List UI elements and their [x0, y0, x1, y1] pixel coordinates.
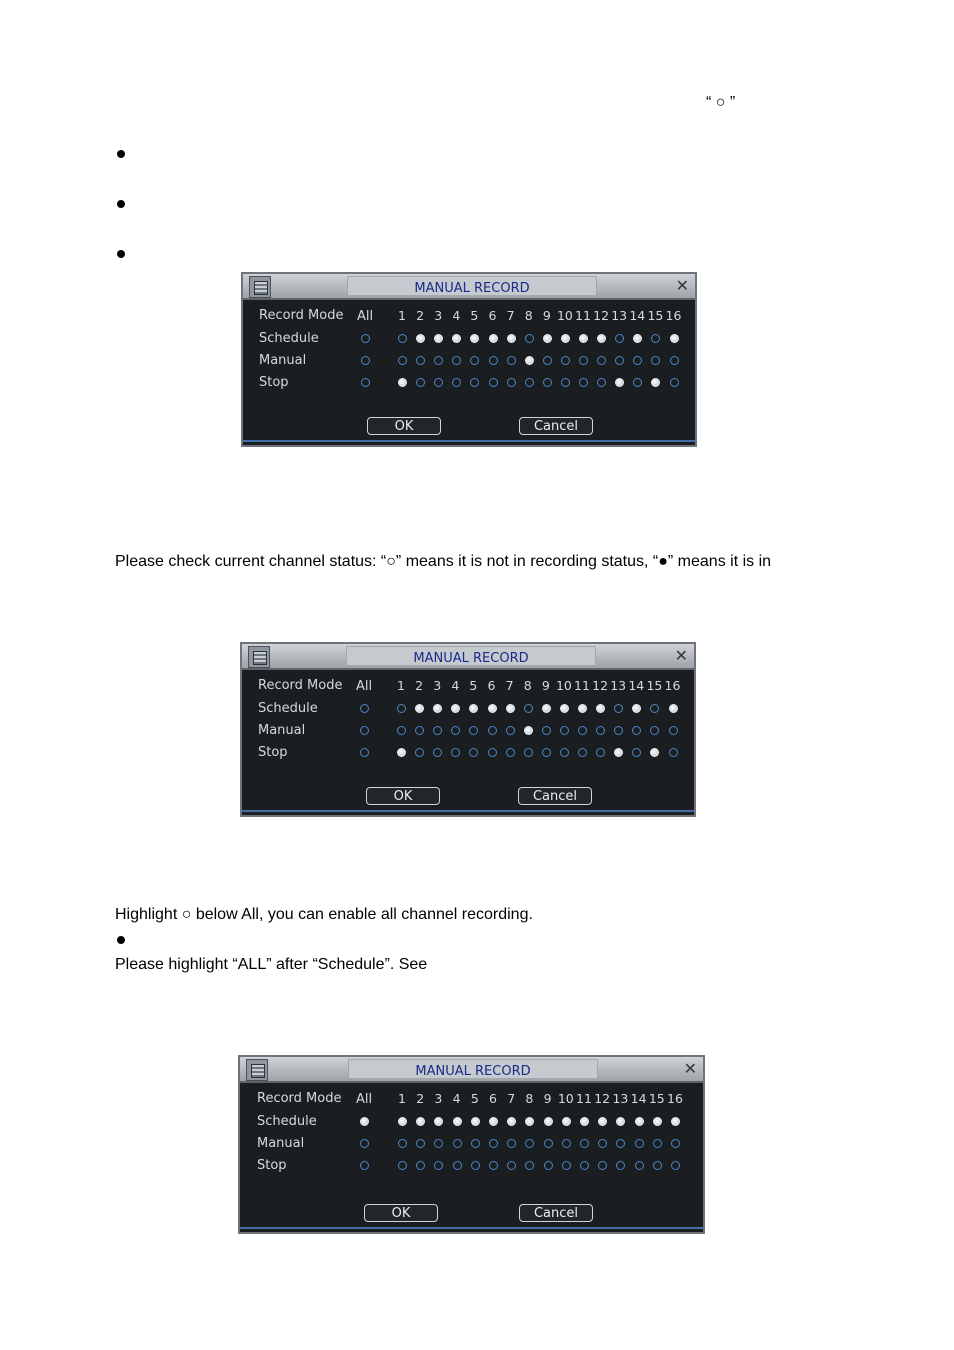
- schedule-all-radio[interactable]: [360, 704, 369, 713]
- channel-number-10: 10: [556, 308, 573, 323]
- stop-channel-5-radio[interactable]: [471, 1161, 480, 1170]
- highlight-schedule-paragraph: Please highlight “ALL” after “Schedule”. See: [115, 956, 428, 973]
- stop-channel-11-radio[interactable]: [580, 1161, 589, 1170]
- schedule-channel-5-radio[interactable]: [469, 704, 478, 713]
- stop-channel-12-radio[interactable]: [597, 378, 606, 387]
- channel-number-3: 3: [433, 678, 442, 693]
- schedule-channel-12-radio[interactable]: [598, 1117, 607, 1126]
- stop-channel-15-radio[interactable]: [651, 378, 660, 387]
- manual-channel-13-radio[interactable]: [616, 1139, 625, 1148]
- schedule-channel-3-radio[interactable]: [433, 704, 442, 713]
- stop-channel-1-radio[interactable]: [398, 378, 407, 387]
- schedule-channel-4-radio[interactable]: [453, 1117, 462, 1126]
- stop-channel-8-radio[interactable]: [525, 378, 534, 387]
- manual-channel-10-radio[interactable]: [562, 1139, 571, 1148]
- bottom-border-line: [243, 440, 695, 442]
- schedule-channel-6-radio[interactable]: [489, 334, 498, 343]
- manual-channel-7-radio[interactable]: [506, 726, 515, 735]
- channel-number-12: 12: [594, 1091, 611, 1106]
- manual-all-radio[interactable]: [360, 726, 369, 735]
- close-icon[interactable]: ✕: [674, 646, 688, 665]
- manual-channel-14-radio[interactable]: [632, 726, 641, 735]
- cancel-button[interactable]: Cancel: [519, 1204, 593, 1222]
- channel-number-7: 7: [505, 678, 514, 693]
- schedule-channel-16-radio[interactable]: [670, 334, 679, 343]
- stop-channel-2-radio[interactable]: [415, 748, 424, 757]
- stop-channel-3-radio[interactable]: [433, 748, 442, 757]
- all-column-header: All: [355, 1092, 373, 1107]
- stop-channel-1-radio[interactable]: [398, 1161, 407, 1170]
- manual-channel-14-radio[interactable]: [635, 1139, 644, 1148]
- record-mode-header: Record Mode: [258, 678, 343, 693]
- stop-channel-10-radio[interactable]: [561, 378, 570, 387]
- stop-channel-13-radio[interactable]: [614, 748, 623, 757]
- channel-number-4: 4: [452, 308, 461, 323]
- channel-number-2: 2: [416, 1091, 425, 1106]
- channel-number-8: 8: [524, 308, 533, 323]
- manual-channel-14-radio[interactable]: [633, 356, 642, 365]
- stop-channel-14-radio[interactable]: [635, 1161, 644, 1170]
- manual-channel-7-radio[interactable]: [507, 356, 516, 365]
- manual-channel-11-radio[interactable]: [579, 356, 588, 365]
- schedule-channel-5-radio[interactable]: [471, 1117, 480, 1126]
- manual-channel-5-radio[interactable]: [469, 726, 478, 735]
- ok-button[interactable]: OK: [364, 1204, 438, 1222]
- channel-number-8: 8: [523, 678, 532, 693]
- channel-number-16: 16: [664, 678, 681, 693]
- stop-channel-12-radio[interactable]: [598, 1161, 607, 1170]
- stop-channel-6-radio[interactable]: [489, 378, 498, 387]
- manual-channel-6-radio[interactable]: [488, 726, 497, 735]
- stop-all-radio[interactable]: [361, 378, 370, 387]
- schedule-channel-9-radio[interactable]: [543, 334, 552, 343]
- schedule-channel-14-radio[interactable]: [633, 334, 642, 343]
- channel-number-12: 12: [593, 308, 610, 323]
- bullet-4: [117, 936, 125, 944]
- stop-channel-11-radio[interactable]: [578, 748, 587, 757]
- schedule-channel-4-radio[interactable]: [451, 704, 460, 713]
- stop-channel-14-radio[interactable]: [632, 748, 641, 757]
- schedule-channel-11-radio[interactable]: [580, 1117, 589, 1126]
- channel-number-13: 13: [610, 678, 627, 693]
- manual-channel-3-radio[interactable]: [434, 356, 443, 365]
- schedule-channel-9-radio[interactable]: [542, 704, 551, 713]
- manual-channel-9-radio[interactable]: [542, 726, 551, 735]
- schedule-channel-8-radio[interactable]: [525, 334, 534, 343]
- channel-number-5: 5: [470, 1091, 479, 1106]
- channel-number-2: 2: [416, 308, 425, 323]
- manual-channel-12-radio[interactable]: [596, 726, 605, 735]
- manual-channel-4-radio[interactable]: [451, 726, 460, 735]
- schedule-channel-16-radio[interactable]: [669, 704, 678, 713]
- schedule-channel-13-radio[interactable]: [616, 1117, 625, 1126]
- schedule-channel-1-radio[interactable]: [397, 704, 406, 713]
- bottom-border-line: [242, 810, 694, 812]
- channel-number-11: 11: [576, 1091, 592, 1106]
- channel-number-1: 1: [397, 678, 405, 693]
- manual-channel-10-radio[interactable]: [561, 356, 570, 365]
- schedule-channel-13-radio[interactable]: [615, 334, 624, 343]
- manual-channel-15-radio[interactable]: [650, 726, 659, 735]
- schedule-channel-3-radio[interactable]: [434, 334, 443, 343]
- quote-circle-symbol: “ ○ ”: [706, 94, 736, 111]
- stop-channel-7-radio[interactable]: [507, 1161, 516, 1170]
- schedule-channel-14-radio[interactable]: [632, 704, 641, 713]
- manual-channel-13-radio[interactable]: [614, 726, 623, 735]
- record-app-icon: [249, 276, 271, 298]
- stop-channel-11-radio[interactable]: [579, 378, 588, 387]
- stop-channel-7-radio[interactable]: [507, 378, 516, 387]
- schedule-all-radio[interactable]: [360, 1117, 369, 1126]
- manual-channel-12-radio[interactable]: [598, 1139, 607, 1148]
- schedule-channel-10-radio[interactable]: [560, 704, 569, 713]
- channel-number-11: 11: [574, 678, 590, 693]
- row-label-schedule: Schedule: [258, 701, 318, 716]
- title-strip: [348, 1059, 598, 1079]
- schedule-channel-11-radio[interactable]: [579, 334, 588, 343]
- channel-number-3: 3: [434, 308, 443, 323]
- schedule-channel-2-radio[interactable]: [416, 1117, 425, 1126]
- schedule-channel-12-radio[interactable]: [596, 704, 605, 713]
- channel-number-10: 10: [555, 678, 572, 693]
- ok-button[interactable]: OK: [366, 787, 440, 805]
- manual-channel-3-radio[interactable]: [434, 1139, 443, 1148]
- channel-number-7: 7: [507, 1091, 516, 1106]
- schedule-channel-7-radio[interactable]: [507, 334, 516, 343]
- stop-channel-13-radio[interactable]: [615, 378, 624, 387]
- schedule-channel-3-radio[interactable]: [434, 1117, 443, 1126]
- channel-number-1: 1: [398, 308, 406, 323]
- manual-channel-16-radio[interactable]: [669, 726, 678, 735]
- stop-channel-2-radio[interactable]: [416, 1161, 425, 1170]
- row-label-manual: Manual: [259, 353, 307, 368]
- manual-channel-16-radio[interactable]: [671, 1139, 680, 1148]
- channel-number-14: 14: [628, 678, 645, 693]
- stop-channel-13-radio[interactable]: [616, 1161, 625, 1170]
- manual-record-dialog-1: [241, 272, 697, 447]
- stop-channel-2-radio[interactable]: [416, 378, 425, 387]
- channel-number-2: 2: [415, 678, 424, 693]
- stop-channel-10-radio[interactable]: [560, 748, 569, 757]
- stop-channel-5-radio[interactable]: [469, 748, 478, 757]
- manual-channel-15-radio[interactable]: [653, 1139, 662, 1148]
- dialog-title: MANUAL RECORD: [415, 1064, 531, 1079]
- manual-channel-13-radio[interactable]: [615, 356, 624, 365]
- channel-number-3: 3: [434, 1091, 443, 1106]
- channel-number-14: 14: [630, 1091, 647, 1106]
- stop-all-radio[interactable]: [360, 1161, 369, 1170]
- stop-channel-14-radio[interactable]: [633, 378, 642, 387]
- schedule-all-radio[interactable]: [361, 334, 370, 343]
- schedule-channel-9-radio[interactable]: [544, 1117, 553, 1126]
- channel-number-13: 13: [612, 1091, 629, 1106]
- manual-all-radio[interactable]: [360, 1139, 369, 1148]
- schedule-channel-2-radio[interactable]: [416, 334, 425, 343]
- manual-channel-10-radio[interactable]: [560, 726, 569, 735]
- schedule-channel-11-radio[interactable]: [578, 704, 587, 713]
- channel-number-16: 16: [667, 1091, 683, 1106]
- title-bar: [243, 274, 695, 300]
- channel-number-15: 15: [646, 678, 663, 693]
- stop-channel-4-radio[interactable]: [452, 378, 461, 387]
- row-label-stop: Stop: [257, 1158, 287, 1173]
- stop-channel-15-radio[interactable]: [653, 1161, 662, 1170]
- highlight-all-paragraph: Highlight ○ below All, you can enable all channel recording.: [115, 906, 533, 923]
- schedule-channel-8-radio[interactable]: [524, 704, 533, 713]
- channel-number-16: 16: [665, 308, 682, 323]
- bottom-border-line: [240, 1227, 703, 1229]
- cancel-button[interactable]: Cancel: [519, 417, 593, 435]
- channel-number-9: 9: [541, 678, 550, 693]
- stop-channel-12-radio[interactable]: [596, 748, 605, 757]
- channel-number-5: 5: [470, 308, 479, 323]
- manual-channel-6-radio[interactable]: [489, 356, 498, 365]
- stop-all-radio[interactable]: [360, 748, 369, 757]
- manual-record-dialog-3: [238, 1055, 705, 1234]
- channel-number-6: 6: [487, 678, 496, 693]
- manual-channel-5-radio[interactable]: [470, 356, 479, 365]
- ok-button[interactable]: OK: [367, 417, 441, 435]
- schedule-channel-15-radio[interactable]: [651, 334, 660, 343]
- title-strip: [347, 276, 597, 296]
- channel-number-4: 4: [451, 678, 460, 693]
- manual-channel-9-radio[interactable]: [544, 1139, 553, 1148]
- manual-channel-2-radio[interactable]: [415, 726, 424, 735]
- channel-number-4: 4: [452, 1091, 461, 1106]
- manual-all-radio[interactable]: [361, 356, 370, 365]
- manual-channel-11-radio[interactable]: [578, 726, 587, 735]
- schedule-channel-7-radio[interactable]: [507, 1117, 516, 1126]
- manual-channel-2-radio[interactable]: [416, 356, 425, 365]
- schedule-channel-1-radio[interactable]: [398, 1117, 407, 1126]
- schedule-channel-8-radio[interactable]: [525, 1117, 534, 1126]
- manual-channel-5-radio[interactable]: [471, 1139, 480, 1148]
- stop-channel-1-radio[interactable]: [397, 748, 406, 757]
- close-icon[interactable]: ✕: [683, 1059, 697, 1078]
- record-mode-header: Record Mode: [259, 308, 344, 323]
- channel-number-11: 11: [575, 308, 591, 323]
- title-bar: [240, 1057, 703, 1083]
- row-label-schedule: Schedule: [259, 331, 319, 346]
- title-strip: [346, 646, 596, 666]
- all-column-header: All: [356, 309, 374, 324]
- channel-number-6: 6: [488, 308, 497, 323]
- manual-channel-16-radio[interactable]: [670, 356, 679, 365]
- channel-number-7: 7: [506, 308, 515, 323]
- stop-channel-16-radio[interactable]: [669, 748, 678, 757]
- stop-channel-8-radio[interactable]: [525, 1161, 534, 1170]
- channel-number-6: 6: [489, 1091, 497, 1106]
- manual-channel-8-radio[interactable]: [525, 1139, 534, 1148]
- schedule-channel-14-radio[interactable]: [635, 1117, 644, 1126]
- record-app-icon: [248, 646, 270, 668]
- channel-number-9: 9: [543, 1091, 552, 1106]
- stop-channel-9-radio[interactable]: [542, 748, 551, 757]
- schedule-channel-15-radio[interactable]: [653, 1117, 662, 1126]
- stop-channel-16-radio[interactable]: [671, 1161, 680, 1170]
- manual-channel-11-radio[interactable]: [580, 1139, 589, 1148]
- stop-channel-3-radio[interactable]: [434, 1161, 443, 1170]
- record-mode-header: Record Mode: [257, 1091, 342, 1106]
- manual-channel-12-radio[interactable]: [597, 356, 606, 365]
- channel-number-15: 15: [648, 1091, 665, 1106]
- stop-channel-16-radio[interactable]: [670, 378, 679, 387]
- row-label-schedule: Schedule: [257, 1114, 317, 1129]
- channel-number-5: 5: [469, 678, 478, 693]
- manual-channel-4-radio[interactable]: [452, 356, 461, 365]
- stop-channel-5-radio[interactable]: [470, 378, 479, 387]
- manual-record-dialog-2: [240, 642, 696, 817]
- stop-channel-4-radio[interactable]: [453, 1161, 462, 1170]
- manual-channel-8-radio[interactable]: [525, 356, 534, 365]
- dialog-title: MANUAL RECORD: [413, 651, 529, 666]
- channel-number-10: 10: [557, 1091, 574, 1106]
- manual-channel-4-radio[interactable]: [453, 1139, 462, 1148]
- row-label-manual: Manual: [258, 723, 306, 738]
- channel-number-8: 8: [525, 1091, 534, 1106]
- close-icon[interactable]: ✕: [675, 276, 689, 295]
- stop-channel-4-radio[interactable]: [451, 748, 460, 757]
- schedule-channel-7-radio[interactable]: [506, 704, 515, 713]
- schedule-channel-6-radio[interactable]: [489, 1117, 498, 1126]
- row-label-stop: Stop: [258, 745, 288, 760]
- manual-channel-1-radio[interactable]: [398, 356, 407, 365]
- channel-number-13: 13: [611, 308, 628, 323]
- manual-channel-1-radio[interactable]: [397, 726, 406, 735]
- schedule-channel-2-radio[interactable]: [415, 704, 424, 713]
- stop-channel-6-radio[interactable]: [488, 748, 497, 757]
- row-label-stop: Stop: [259, 375, 289, 390]
- stop-channel-15-radio[interactable]: [650, 748, 659, 757]
- channel-number-15: 15: [647, 308, 664, 323]
- bullet-2: [117, 200, 125, 208]
- title-bar: [242, 644, 694, 670]
- manual-channel-1-radio[interactable]: [398, 1139, 407, 1148]
- bullet-3: [117, 250, 125, 258]
- schedule-channel-6-radio[interactable]: [488, 704, 497, 713]
- manual-channel-3-radio[interactable]: [433, 726, 442, 735]
- cancel-button[interactable]: Cancel: [518, 787, 592, 805]
- stop-channel-7-radio[interactable]: [506, 748, 515, 757]
- stop-channel-6-radio[interactable]: [489, 1161, 498, 1170]
- schedule-channel-5-radio[interactable]: [470, 334, 479, 343]
- schedule-channel-15-radio[interactable]: [650, 704, 659, 713]
- stop-channel-9-radio[interactable]: [544, 1161, 553, 1170]
- manual-channel-9-radio[interactable]: [543, 356, 552, 365]
- stop-channel-8-radio[interactable]: [524, 748, 533, 757]
- channel-number-1: 1: [398, 1091, 406, 1106]
- schedule-channel-16-radio[interactable]: [671, 1117, 680, 1126]
- all-column-header: All: [355, 679, 373, 694]
- stop-channel-3-radio[interactable]: [434, 378, 443, 387]
- schedule-channel-4-radio[interactable]: [452, 334, 461, 343]
- manual-channel-8-radio[interactable]: [524, 726, 533, 735]
- schedule-channel-13-radio[interactable]: [614, 704, 623, 713]
- stop-channel-9-radio[interactable]: [543, 378, 552, 387]
- schedule-channel-12-radio[interactable]: [597, 334, 606, 343]
- dialog-title: MANUAL RECORD: [414, 281, 530, 296]
- manual-channel-15-radio[interactable]: [651, 356, 660, 365]
- channel-status-paragraph: Please check current channel status: “○” means it is not in recording status, “●” means it is in: [115, 553, 772, 570]
- manual-channel-2-radio[interactable]: [416, 1139, 425, 1148]
- channel-number-14: 14: [629, 308, 646, 323]
- schedule-channel-10-radio[interactable]: [562, 1117, 571, 1126]
- record-app-icon: [246, 1059, 268, 1081]
- row-label-manual: Manual: [257, 1136, 305, 1151]
- schedule-channel-10-radio[interactable]: [561, 334, 570, 343]
- manual-channel-7-radio[interactable]: [507, 1139, 516, 1148]
- schedule-channel-1-radio[interactable]: [398, 334, 407, 343]
- channel-number-12: 12: [592, 678, 609, 693]
- manual-channel-6-radio[interactable]: [489, 1139, 498, 1148]
- stop-channel-10-radio[interactable]: [562, 1161, 571, 1170]
- bullet-1: [117, 150, 125, 158]
- channel-number-9: 9: [542, 308, 551, 323]
